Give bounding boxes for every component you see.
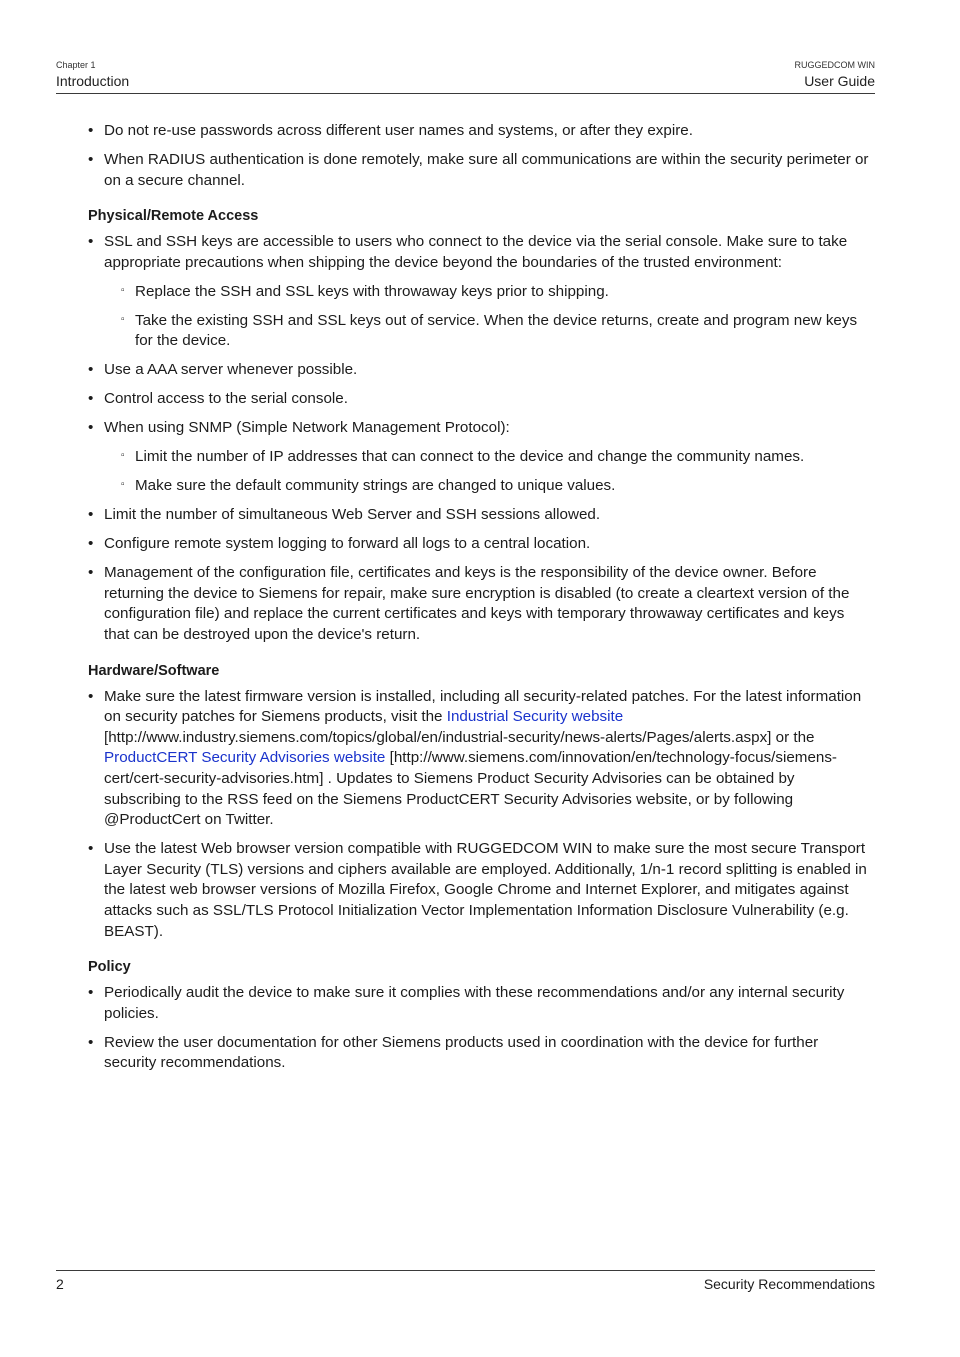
- section-heading-physical: Physical/Remote Access: [88, 208, 259, 225]
- square-bullet-icon: ▫: [121, 479, 125, 491]
- list-item: • Use a AAA server whenever possible.: [88, 360, 873, 381]
- square-bullet-icon: ▫: [121, 313, 125, 325]
- header-chapter: [56, 60, 129, 90]
- hardware-list: [88, 687, 873, 943]
- page-number: 2: [56, 1276, 64, 1292]
- physical-list: [88, 232, 873, 645]
- list-item: • Configure remote system logging to forward all logs to a central location.: [88, 534, 873, 555]
- bullet-icon: •: [88, 361, 94, 379]
- main-content: [88, 121, 873, 1082]
- bullet-icon: •: [88, 506, 94, 524]
- list-item: • Do not re-use passwords across different user names and systems, or after they expire.: [88, 121, 873, 142]
- bullet-icon: •: [88, 564, 94, 582]
- section-heading-policy: Policy: [88, 959, 131, 976]
- list-item: • Periodically audit the device to make sure it complies with these recommendations and/or any internal security policies.: [88, 984, 845, 1022]
- bullet-icon: •: [88, 150, 94, 168]
- product-name: RUGGEDCOM WIN: [794, 60, 875, 70]
- list-item: • When using SNMP (Simple Network Management Protocol): ▫ Limit the number of IP addresses that can connect to the device and change the community names. ▫ Make sure the default community strings are changed to unique values.: [88, 418, 873, 497]
- chapter-title: Introduction: [56, 73, 130, 89]
- bullet-icon: •: [88, 840, 94, 858]
- bullet-icon: •: [88, 122, 94, 139]
- square-bullet-icon: ▫: [121, 284, 125, 296]
- bullet-icon: •: [88, 419, 94, 437]
- list-item: • Review the user documentation for other Siemens products used in coordination with the device for further security recommendations.: [88, 1033, 819, 1072]
- productcert-advisories-link[interactable]: ProductCERT Security Advisories website: [104, 749, 386, 767]
- list-item: • Use the latest Web browser version compatible with RUGGEDCOM WIN to make sure the most secure Transport Layer Security (TLS) versions and ciphers available are employed. Additionally, 1/n-1 record splitting is enabled in the latest web browser versions of Mozilla Firefox, Google Chrome and Internet Explorer, and mitigates against attacks such as SSL/TLS Protocol Initialization Vector Implementation Information Disclosure Vulnerability (e.g. BEAST).: [88, 840, 867, 940]
- list-item: • Limit the number of simultaneous Web Server and SSH sessions allowed.: [88, 505, 873, 526]
- page-header: [56, 60, 875, 94]
- sub-list: [104, 447, 873, 497]
- policy-list: [88, 983, 873, 1074]
- bullet-icon: •: [88, 535, 94, 553]
- list-item: • Make sure the latest firmware version is installed, including all security-related patches. For the latest information on security patches for Siemens products, visit the Industrial Security website [http://www.industry.siemens.com/topics/global/en/industrial-security/news-alerts/Pages/alerts.aspx] or the ProductCERT Security Advisories website [http://www.siemens.com/innovation/en/technology-focus/siemens-cert/cert-security-advisories.htm] . Updates to Siemens Product Security Advisories can be obtained by subscribing to the RSS feed on the Siemens ProductCERT Security Advisories website, or by following @ProductCert on Twitter.: [88, 687, 862, 829]
- bullet-icon: •: [88, 687, 94, 705]
- list-item: • Management of the configuration file, certificates and keys is the responsibility of the device owner. Before returning the device to Siemens for repair, make sure encryption is disabled (to create a cleartext version of the configuration file) and replace the current certificates and keys with temporary throwaway certificates and keys that can be destroyed upon the device's return.: [88, 564, 850, 643]
- intro-list: [88, 121, 873, 191]
- square-bullet-icon: ▫: [121, 450, 125, 462]
- bullet-icon: •: [88, 1033, 94, 1051]
- sub-list-item: ▫ Replace the SSH and SSL keys with throwaway keys prior to shipping.: [121, 282, 609, 300]
- sub-list-item: ▫ Limit the number of IP addresses that can connect to the device and change the community names.: [121, 448, 805, 466]
- chapter-label: Chapter 1: [56, 60, 96, 70]
- bullet-icon: •: [88, 233, 94, 251]
- list-item: • Control access to the serial console.: [88, 389, 873, 410]
- footer-section: Security Recommendations: [703, 1276, 875, 1292]
- sub-list: [104, 282, 873, 352]
- page-footer: [56, 1270, 875, 1292]
- header-product: [795, 60, 876, 90]
- document-type: User Guide: [804, 73, 875, 89]
- bullet-icon: •: [88, 984, 94, 1002]
- industrial-security-link[interactable]: Industrial Security website: [446, 708, 624, 726]
- sub-list-item: ▫ Make sure the default community strings are changed to unique values.: [121, 477, 616, 495]
- bullet-icon: •: [88, 390, 94, 408]
- list-item: • When RADIUS authentication is done remotely, make sure all communications are within the security perimeter or on a secure channel.: [88, 150, 869, 189]
- sub-list-item: ▫ Take the existing SSH and SSL keys out of service. When the device returns, create and program new keys for the device.: [121, 311, 858, 350]
- section-heading-hardware: Hardware/Software: [88, 662, 220, 679]
- list-item: • SSL and SSH keys are accessible to users who connect to the device via the serial console. Make sure to take appropriate precautions when shipping the device beyond the boundaries of the trusted environment: ▫ Replace the SSH and SSL keys with throwaway keys prior to shipping. ▫ Take the existing SSH and SSL keys out of service. When the device returns, create and program new keys for the device.: [88, 232, 873, 352]
